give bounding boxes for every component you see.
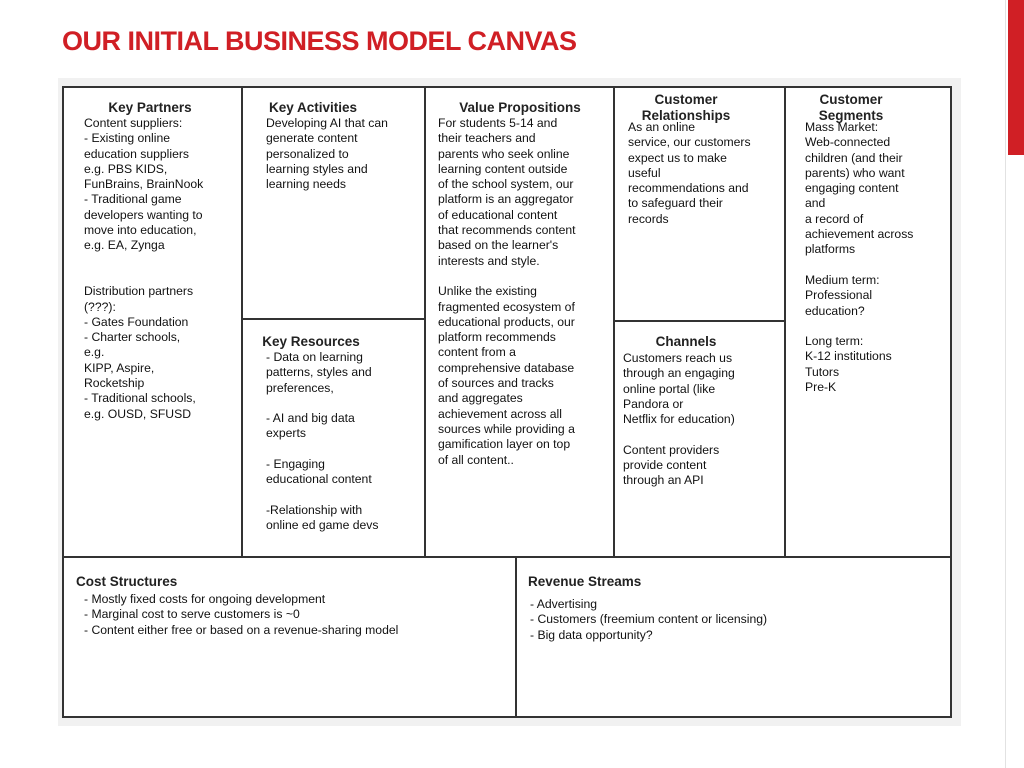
key-partners-text: Content suppliers: - Existing online education suppliers e.g. PBS KIDS, FunBrains, BrainNook - Traditional game developers wanting to move into education, e.g. EA, Zynga Distribution partners (???): - Gates Foundation - Charter schools, e.g. KIPP, Aspire, Rocketship - Traditional schools, e.g. OUSD, SFUSD bbox=[84, 116, 204, 421]
divider-partners-activities bbox=[241, 86, 243, 558]
channels-text: Customers reach us through an engaging online portal (like Pandora or Netflix for education) Content providers provide content through an API bbox=[623, 351, 735, 488]
divider-value-relationships bbox=[613, 86, 615, 558]
cost-structures-text: - Mostly fixed costs for ongoing development - Marginal cost to serve customers is ~0 - Content either free or based on a revenue-sharing model bbox=[84, 592, 399, 637]
key-activities-text: Developing AI that can generate content personalized to learning styles and learning needs bbox=[266, 116, 388, 192]
key-activities-heading: Key Activities bbox=[268, 100, 358, 115]
cost-structures-heading: Cost Structures bbox=[76, 574, 178, 589]
customer-segments-heading: Customer Segments bbox=[818, 92, 884, 123]
slide-edge-line bbox=[1005, 0, 1006, 768]
slide-accent-bar bbox=[1008, 0, 1024, 155]
value-propositions-heading: Value Propositions bbox=[459, 100, 581, 115]
divider-activities-resources bbox=[241, 318, 426, 320]
divider-relationships-segments bbox=[784, 86, 786, 558]
revenue-streams-heading: Revenue Streams bbox=[528, 574, 642, 589]
divider-relationships-channels bbox=[613, 320, 786, 322]
value-propositions-text: For students 5-14 and their teachers and parents who seek online learning content outside of the school system, our platform is an aggregator of educational content that recommends content based on the learner's interests and style. Unlike the existing fragmented ecosystem of educational products, our platform recommends content from a comprehensive database of sources and tracks and aggregates achievement across all sources while providing a gamification layer on top of all content.. bbox=[438, 116, 576, 467]
divider-activities-value bbox=[424, 86, 426, 558]
customer-segments-text: Mass Market: Web-connected children (and their parents) who want engaging content and a record of achievement across platforms Medium term: Professional education? Long term: K-12 institutions Tutors Pre-K bbox=[805, 120, 914, 395]
divider-top-bottom bbox=[62, 556, 952, 558]
customer-relationships-text: As an online service, our customers expect us to make useful recommendations and to safeguard their records bbox=[628, 120, 751, 226]
divider-cost-revenue bbox=[515, 556, 517, 718]
key-resources-heading: Key Resources bbox=[262, 334, 360, 349]
revenue-streams-text: - Advertising - Customers (freemium content or licensing) - Big data opportunity? bbox=[530, 597, 768, 642]
slide-title: OUR INITIAL BUSINESS MODEL CANVAS bbox=[62, 26, 577, 56]
channels-heading: Channels bbox=[655, 334, 717, 349]
key-resources-text: - Data on learning patterns, styles and preferences, - AI and big data experts - Engaging educational content -Relationship with online ed game devs bbox=[266, 350, 379, 533]
key-partners-heading: Key Partners bbox=[108, 100, 192, 115]
customer-relationships-heading: Customer Relationships bbox=[641, 92, 731, 123]
